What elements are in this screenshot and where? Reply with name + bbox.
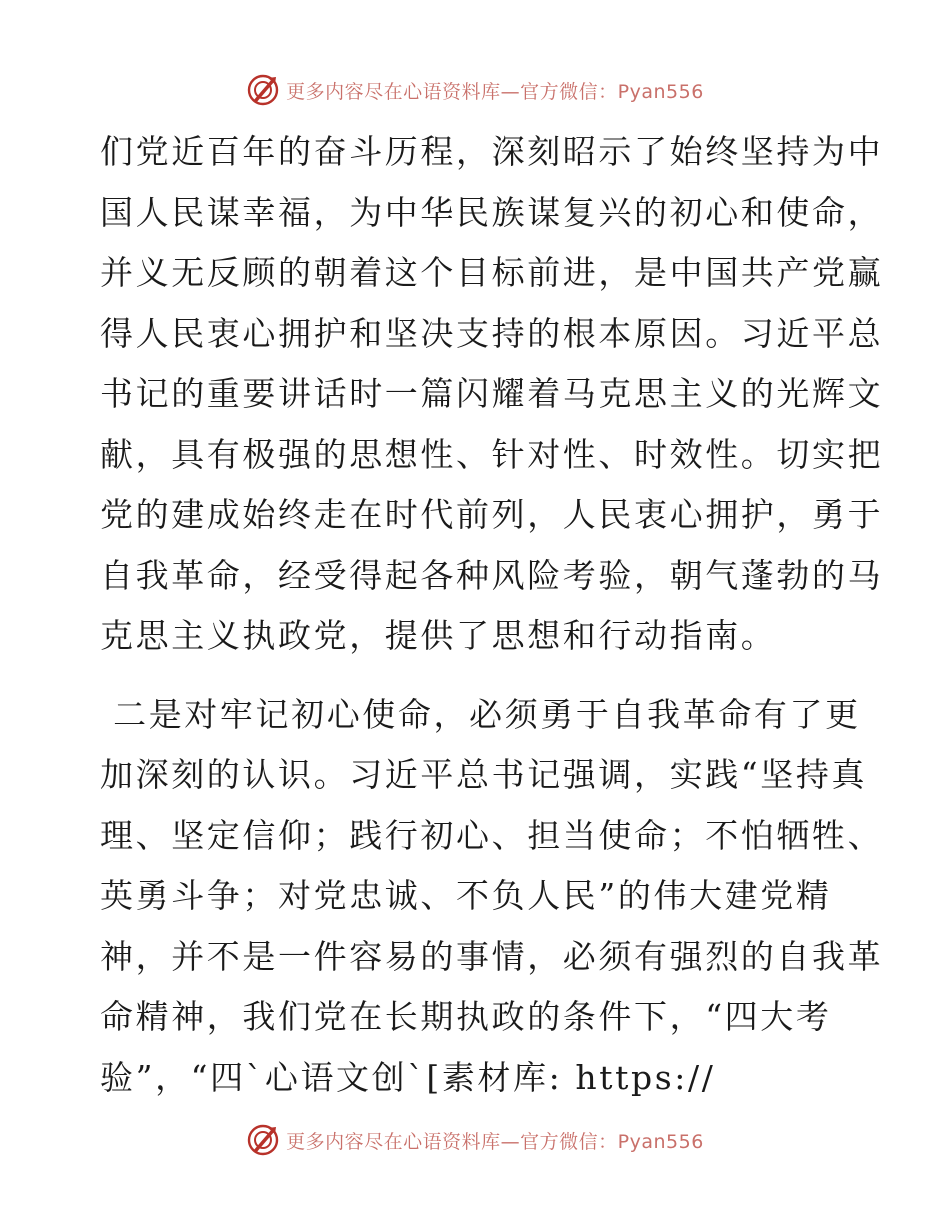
- text-line: 理、坚定信仰；践行初心、担当使命；不怕牺牲、: [100, 815, 884, 855]
- text-line: 命精神，我们党在长期执政的条件下，“四大考: [100, 997, 832, 1036]
- text-line: 神，并不是一件容易的事情，必须有强烈的自我革: [100, 936, 884, 976]
- text-line: 自我革命，经受得起各种风险考验，朝气蓬勃的马: [100, 555, 884, 595]
- header-banner-text: [286, 77, 704, 104]
- text-line: 克思主义执政党，提供了思想和行动指南。: [100, 616, 777, 655]
- quill-logo-icon: [246, 73, 280, 107]
- text-line: 得人民衷心拥护和坚决支持的根本原因。习近平总: [100, 313, 884, 353]
- text-line: 加深刻的认识。习近平总书记强调，实践“坚持真: [100, 755, 868, 794]
- paragraph-1: [100, 122, 884, 667]
- document-body: [100, 122, 884, 1108]
- footer-banner-text: [286, 1127, 704, 1154]
- quill-logo-icon: [246, 1123, 280, 1157]
- text-line: 英勇斗争；对党忠诚、不负人民”的伟大建党精: [100, 876, 832, 915]
- text-line: 验”，“四`心语文创`[素材库: https://: [100, 1057, 716, 1097]
- footer-site-text: 更多内容尽在心语资料库—: [286, 1130, 521, 1153]
- text-line: 们党近百年的奋斗历程，深刻昭示了始终坚持为中: [100, 132, 884, 171]
- paragraph-2: [100, 685, 884, 1109]
- footer-wechat-text: 官方微信：Pyan556: [520, 1130, 704, 1153]
- text-line: 献，具有极强的思想性、针对性、时效性。切实把: [100, 434, 884, 474]
- header-banner: [0, 70, 950, 110]
- footer-banner: [0, 1120, 950, 1160]
- text-line: 党的建成始终走在时代前列，人民衷心拥护，勇于: [100, 495, 884, 534]
- header-site-text: 更多内容尽在心语资料库—: [286, 80, 521, 103]
- text-line: 并义无反顾的朝着这个目标前进，是中国共产党赢: [100, 253, 884, 292]
- text-line: 二是对牢记初心使命，必须勇于自我革命有了更: [100, 694, 861, 734]
- text-line: 国人民谋幸福，为中华民族谋复兴的初心和使命，: [100, 192, 884, 232]
- header-wechat-text: 官方微信：Pyan556: [520, 80, 704, 103]
- text-line: 书记的重要讲话时一篇闪耀着马克思主义的光辉文: [100, 374, 884, 413]
